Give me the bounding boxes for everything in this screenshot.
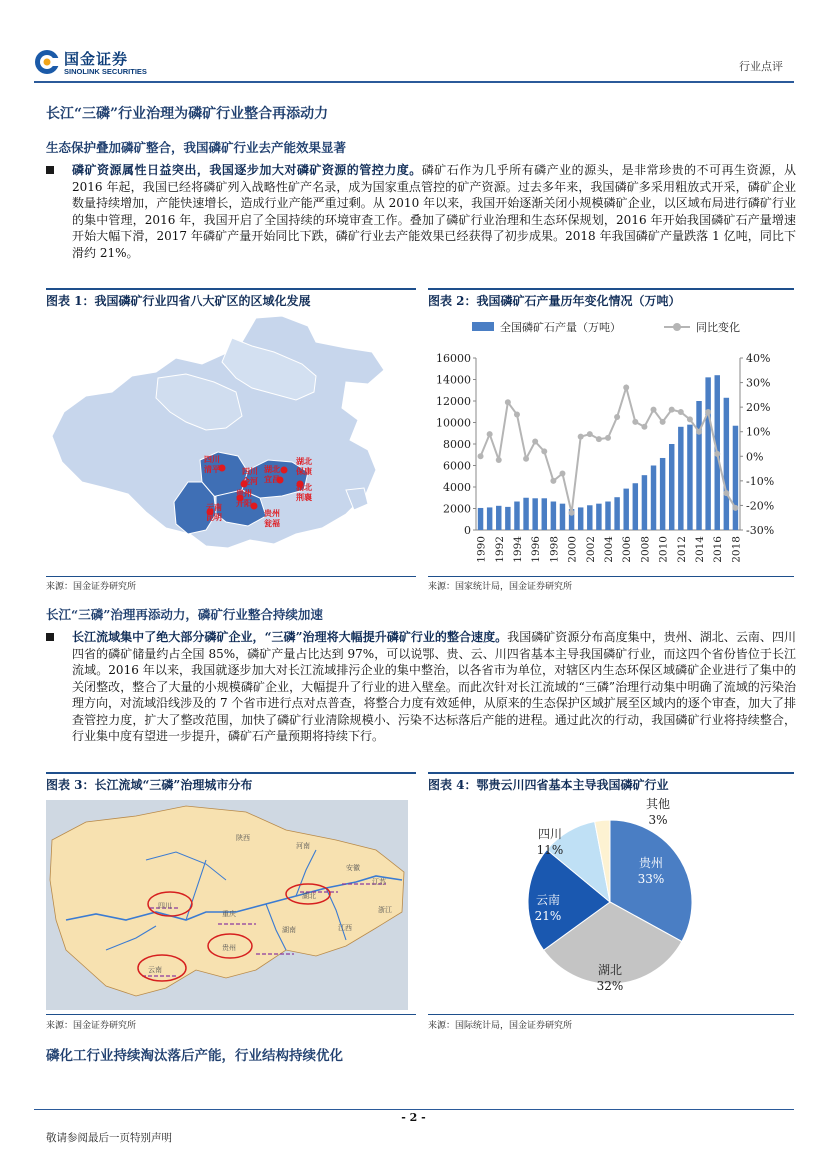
label-sichuan-jinhe-2: 金河 bbox=[242, 476, 258, 486]
label-sichuan-qingping-2: 清平 bbox=[204, 464, 220, 474]
point-yoy bbox=[705, 409, 711, 415]
bullet-lead-1: 磷矿资源属性日益突出，我国逐步加大对磷矿资源的管控力度。 bbox=[72, 163, 422, 177]
map-label-guizhou: 贵州 bbox=[222, 944, 236, 952]
china-map-svg bbox=[46, 312, 416, 574]
figure2-title: 图表 2：我国磷矿石产量历年变化情况（万吨） bbox=[428, 288, 794, 308]
point-yoy bbox=[660, 419, 666, 425]
point-yoy bbox=[587, 431, 593, 437]
bullet-paragraph-1 bbox=[46, 162, 796, 261]
x-tick-label: 2014 bbox=[694, 536, 707, 563]
figure3-source: 来源：国金证券研究所 bbox=[46, 1021, 137, 1031]
pie-label-value: 3% bbox=[648, 813, 668, 827]
label-hubei-yichang-1: 湖北 bbox=[264, 464, 280, 474]
bar-production bbox=[660, 458, 665, 530]
figure4-title: 图表 4：鄂贵云川四省基本主导我国磷矿行业 bbox=[428, 772, 794, 792]
x-tick-label: 2010 bbox=[657, 536, 670, 563]
map-label-jiangsu: 江苏 bbox=[372, 878, 386, 886]
point-yoy bbox=[550, 478, 556, 484]
map-label-shaanxi: 陕西 bbox=[236, 834, 250, 842]
point-yoy bbox=[651, 407, 657, 413]
y-right-tick-label: 20% bbox=[746, 401, 771, 415]
bar-production bbox=[623, 489, 628, 530]
bar-production bbox=[651, 466, 656, 531]
point-yoy bbox=[623, 384, 629, 390]
bar-production bbox=[605, 502, 610, 530]
bar-production bbox=[514, 502, 519, 530]
bullet-square-icon bbox=[46, 166, 54, 174]
figure3-bottom-rule bbox=[46, 1014, 416, 1015]
y-left-tick-label: 2000 bbox=[443, 502, 471, 516]
point-yoy bbox=[514, 412, 520, 418]
bar-production bbox=[560, 504, 565, 530]
bar-production bbox=[705, 377, 710, 530]
point-yoy bbox=[641, 424, 647, 430]
point-yoy bbox=[687, 416, 693, 422]
logo-mark-icon bbox=[34, 49, 60, 75]
bullet-text-2 bbox=[72, 629, 796, 745]
bar-production bbox=[542, 498, 547, 530]
bullet-text-1 bbox=[72, 162, 796, 261]
bar-production bbox=[687, 425, 692, 530]
pie-label-name: 湖北 bbox=[597, 963, 623, 977]
company-logo bbox=[34, 47, 174, 79]
y-left-tick-label: 12000 bbox=[436, 395, 471, 408]
map-label-hubei: 湖北 bbox=[302, 892, 316, 900]
point-yoy bbox=[605, 435, 611, 441]
pie-label-value: 33% bbox=[637, 872, 665, 886]
map-label-hunan: 湖南 bbox=[282, 926, 296, 934]
pie-label-name: 云南 bbox=[535, 893, 561, 907]
x-tick-label: 1994 bbox=[511, 536, 524, 563]
label-guizhou-kaiyang-2: 开阳 bbox=[236, 498, 252, 508]
figure1-title: 图表 1：我国磷矿行业四省八大矿区的区域化发展 bbox=[46, 288, 416, 308]
pie-label-name: 其他 bbox=[645, 797, 671, 811]
y-right-tick-label: 0% bbox=[746, 450, 764, 464]
production-chart bbox=[428, 312, 794, 574]
bar-production bbox=[596, 504, 601, 530]
subsection-title-1: 生态保护叠加磷矿整合，我国磷矿行业去产能效果显著 bbox=[46, 140, 347, 155]
pie-label-value: 32% bbox=[596, 979, 624, 993]
point-yoy bbox=[478, 453, 484, 459]
bar-production bbox=[614, 497, 619, 530]
y-left-tick-label: 4000 bbox=[443, 481, 471, 494]
logo-cn-text: 国金证券 bbox=[64, 50, 129, 68]
pie-chart-svg bbox=[428, 794, 794, 1012]
pie-label-value: 21% bbox=[534, 909, 562, 923]
x-tick-label: 1992 bbox=[493, 536, 506, 563]
point-yoy bbox=[678, 409, 684, 415]
point-yoy bbox=[487, 431, 493, 437]
x-tick-label: 2012 bbox=[675, 536, 688, 563]
label-yunnan-kunming-1: 云南 bbox=[206, 502, 222, 512]
production-chart-svg bbox=[428, 312, 794, 574]
y-left-tick-label: 14000 bbox=[436, 373, 471, 387]
bullet-body-1: 磷矿石作为几乎所有磷产业的源头，是非常珍贵的不可再生资源，从 2016 年起，我国已经将磷矿列入战略性矿产名录，成为国家重点管控的矿产资源。过去多年来，我国磷矿多采用粗放式开采，磷矿企业数量持续增加，产能快速增长，造成行业产能严重过剩。从 2010 年以来，我国开始逐渐关闭小规模磷矿企业，以区域布局进行磷矿行业的集中管理，2016 年，我国开启了全国持续的环境审查工作。叠加了磷矿行业治理和生态环保规划，2016 年开始我国磷矿石产量增速开始大幅下滑，2017 年磷矿产量开始同比下跌，磷矿行业去产能效果已经获得了初步成果。2018 年我国磷矿产量跌落 1 亿吨，同比下滑约 21%。 bbox=[72, 163, 796, 260]
y-right-tick-label: -20% bbox=[746, 499, 775, 513]
pie-label-value: 11% bbox=[536, 843, 564, 857]
y-right-tick-label: 40% bbox=[746, 352, 771, 365]
y-left-tick-label: 0 bbox=[464, 524, 471, 537]
x-tick-label: 2002 bbox=[584, 536, 597, 563]
x-tick-label: 2016 bbox=[712, 536, 725, 563]
label-guizhou-kaiyang-1: 贵州 bbox=[236, 488, 252, 498]
point-yoy bbox=[532, 439, 538, 445]
y-left-tick-label: 8000 bbox=[443, 438, 471, 451]
label-sichuan-jinhe-1: 四川 bbox=[242, 466, 258, 476]
point-yoy bbox=[723, 490, 729, 496]
section-title: 长江“三磷”行业治理为磷矿行业整合再添动力 bbox=[46, 106, 329, 122]
x-tick-label: 2000 bbox=[566, 536, 579, 563]
bar-production bbox=[669, 444, 674, 530]
map-label-anhui: 安徽 bbox=[346, 864, 360, 872]
bar-production bbox=[587, 505, 592, 530]
point-yoy bbox=[669, 407, 675, 413]
figure4-source: 来源：国际统计局，国金证券研究所 bbox=[428, 1021, 573, 1031]
map-label-yunnan: 云南 bbox=[148, 966, 162, 974]
figure4-bottom-rule bbox=[428, 1014, 794, 1015]
x-tick-label: 1998 bbox=[548, 536, 561, 563]
reserve-share-pie bbox=[428, 794, 794, 1012]
label-guizhou-wengfu-2: 瓮福 bbox=[264, 518, 280, 528]
bullet-body-2: 我国磷矿资源分布高度集中，贵州、湖北、云南、四川四省的磷矿储量约占全国 85%，磷矿产量占比达到 97%，可以说鄂、贵、云、川四省基本主导我国磷矿行业，而这四个省份皆位于长江流域。2016 年以来，我国就逐步加大对长江流域排污企业的集中整治，以各省市为单位，对辖区内生态环保区域磷矿企业进行了集中的关闭整改，整合了大量的小规模磷矿企业，大幅提升了行业的进入壁垒。而此次针对长江流域的“三磷”治理行动集中明确了流域的污染治理方向，对流域沿线涉及的 7 个省市进行点对点普查，将整合力度有效延伸，从原来的生态保护区域扩展至区域内的逐个审查，加大了排查管控力度，扩大了整改范围，加快了磷矿行业清除规模小、污染不达标落后产能的进程。通过此次的行动，我国磷矿行业将持续整合，行业集中度有望进一步提升，磷矿石产量预期将持续下行。 bbox=[72, 630, 796, 743]
point-yoy bbox=[632, 419, 638, 425]
point-yoy bbox=[614, 414, 620, 420]
figure2-source: 来源：国家统计局，国金证券研究所 bbox=[428, 582, 573, 592]
y-left-tick-label: 6000 bbox=[443, 459, 471, 473]
page-header bbox=[0, 0, 827, 80]
x-tick-label: 2018 bbox=[730, 536, 743, 563]
disclaimer-note: 敬请参阅最后一页特别声明 bbox=[46, 1132, 172, 1144]
subsection-title-3: 磷化工行业持续淘汰落后产能，行业结构持续优化 bbox=[46, 1048, 343, 1064]
point-yoy bbox=[559, 470, 565, 476]
legend-label-yoy: 同比变化 bbox=[696, 321, 740, 334]
bar-production bbox=[733, 426, 738, 530]
figure1-source: 来源：国金证券研究所 bbox=[46, 582, 137, 592]
point-yoy bbox=[578, 434, 584, 440]
x-tick-label: 1990 bbox=[475, 536, 488, 563]
point-yoy bbox=[496, 457, 502, 463]
legend-marker-yoy bbox=[673, 323, 681, 331]
bar-production bbox=[496, 506, 501, 530]
y-right-tick-label: -30% bbox=[746, 524, 775, 537]
bar-production bbox=[696, 401, 701, 530]
subsection-title-2: 长江“三磷”治理再添动力，磷矿行业整合持续加速 bbox=[46, 607, 323, 622]
label-hubei-baokang-1: 湖北 bbox=[296, 456, 312, 466]
x-tick-label: 2006 bbox=[621, 536, 634, 563]
y-right-tick-label: -10% bbox=[746, 474, 775, 488]
point-yoy bbox=[523, 456, 529, 462]
point-yoy bbox=[714, 451, 720, 457]
legend-swatch-production bbox=[472, 322, 494, 331]
y-left-tick-label: 10000 bbox=[436, 416, 471, 430]
map-label-jiangxi: 江西 bbox=[338, 924, 352, 932]
header-divider bbox=[34, 81, 794, 83]
bar-production bbox=[523, 498, 528, 530]
map-label-henan: 河南 bbox=[296, 842, 310, 850]
x-tick-label: 1996 bbox=[530, 536, 543, 563]
china-phosphate-map bbox=[46, 312, 416, 574]
point-yoy bbox=[569, 510, 575, 516]
point-yoy bbox=[732, 505, 738, 511]
x-tick-label: 2004 bbox=[603, 536, 615, 563]
point-yoy bbox=[596, 436, 602, 442]
yangtze-basin-map bbox=[46, 800, 408, 1010]
point-yoy bbox=[541, 448, 547, 454]
legend-label-production: 全国磷矿石产量（万吨） bbox=[500, 321, 621, 334]
bar-production bbox=[487, 507, 492, 530]
y-left-tick-label: 16000 bbox=[436, 352, 471, 365]
label-hubei-jingxiang-2: 荆襄 bbox=[296, 492, 312, 502]
label-hubei-baokang-2: 保康 bbox=[296, 466, 312, 476]
bullet-square-icon bbox=[46, 633, 54, 641]
bar-production bbox=[678, 427, 683, 530]
yangtze-map-svg bbox=[46, 800, 408, 1010]
x-tick-label: 2008 bbox=[639, 536, 652, 563]
y-right-tick-label: 10% bbox=[746, 425, 771, 439]
label-sichuan-qingping-1: 四川 bbox=[204, 454, 220, 464]
bar-production bbox=[642, 475, 647, 530]
label-yunnan-kunming-2: 昆明 bbox=[206, 512, 222, 522]
bar-production bbox=[505, 507, 510, 530]
figure3-title: 图表 3：长江流域“三磷”治理城市分布 bbox=[46, 772, 416, 792]
doc-type-label: 行业点评 bbox=[739, 60, 783, 73]
y-right-tick-label: 30% bbox=[746, 376, 771, 390]
map-label-sichuan: 四川 bbox=[158, 902, 172, 910]
point-yoy bbox=[505, 399, 511, 405]
point-yoy bbox=[696, 429, 702, 435]
footer-divider bbox=[34, 1109, 794, 1110]
figure1-bottom-rule bbox=[46, 576, 416, 577]
bullet-paragraph-2 bbox=[46, 629, 796, 745]
map-label-zhejiang: 浙江 bbox=[378, 906, 392, 914]
bar-production bbox=[532, 498, 537, 530]
pie-label-name: 贵州 bbox=[638, 856, 664, 870]
label-guizhou-wengfu-1: 贵州 bbox=[264, 508, 280, 518]
bullet-lead-2: 长江流域集中了绝大部分磷矿企业，“三磷”治理将大幅提升磷矿行业的整合速度。 bbox=[72, 630, 508, 644]
bar-production bbox=[578, 507, 583, 530]
label-hubei-yichang-2: 宜昌 bbox=[264, 474, 280, 484]
bar-production bbox=[633, 483, 638, 530]
figure2-bottom-rule bbox=[428, 576, 794, 577]
map-label-chongqing: 重庆 bbox=[222, 910, 236, 918]
page-number: - 2 - bbox=[401, 1111, 426, 1124]
label-hubei-jingxiang-1: 湖北 bbox=[296, 482, 312, 492]
mine-marker bbox=[281, 467, 288, 474]
bar-production bbox=[551, 502, 556, 530]
bar-production bbox=[724, 398, 729, 530]
bar-production bbox=[478, 508, 483, 530]
logo-en-text: SINOLINK SECURITIES bbox=[64, 67, 147, 76]
pie-label-name: 四川 bbox=[537, 827, 563, 841]
